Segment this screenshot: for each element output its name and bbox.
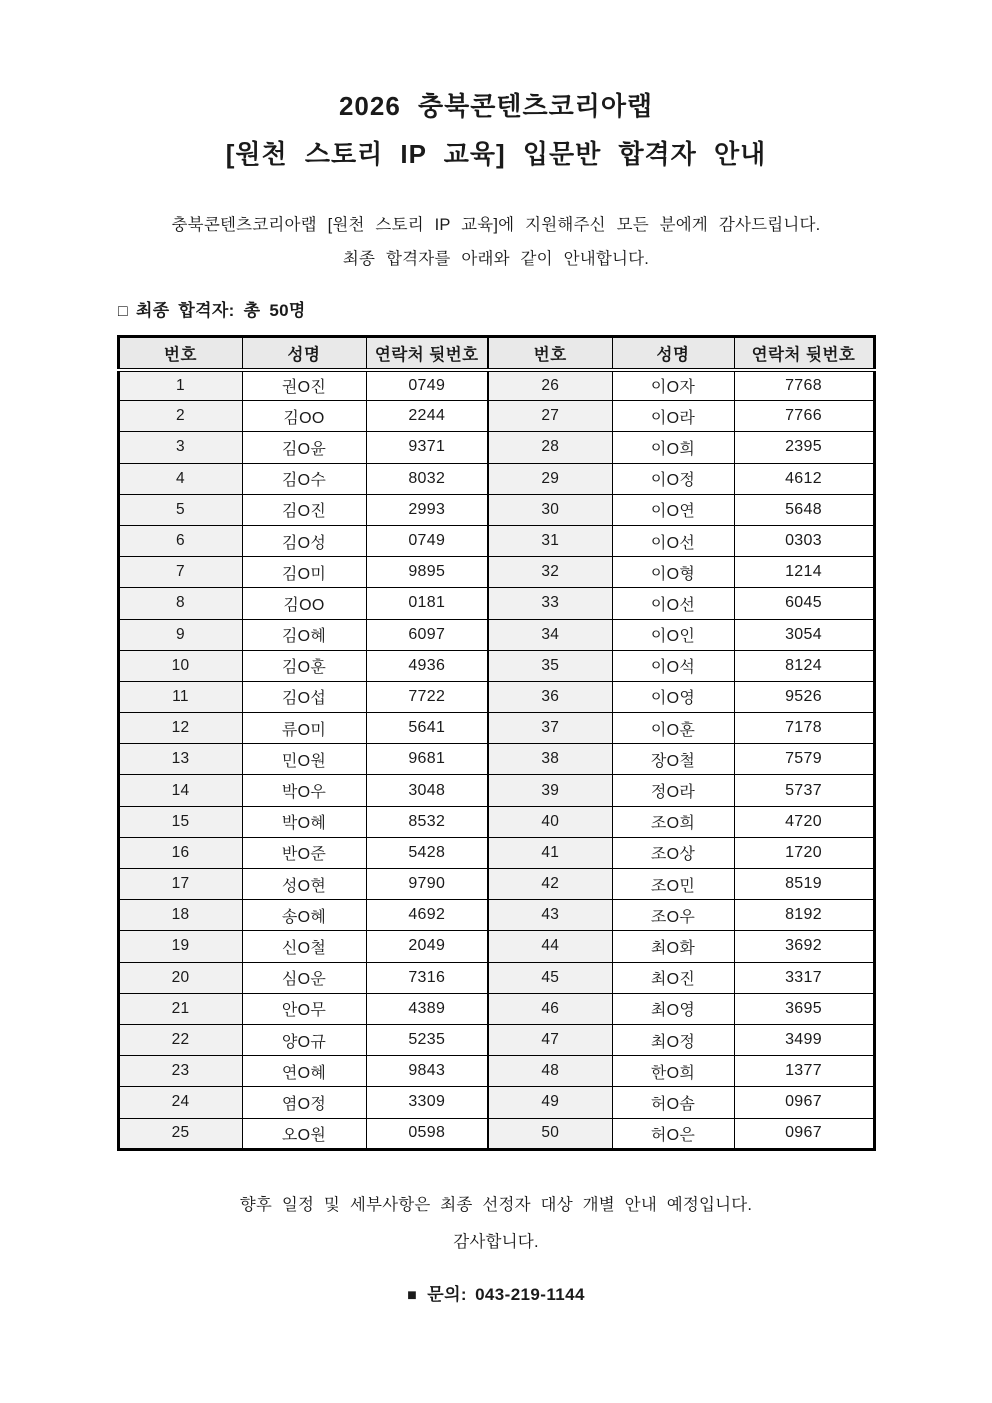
phone-last4-cell: 0303 xyxy=(734,525,874,556)
row-number-cell: 6 xyxy=(118,525,242,556)
col-header-number-right: 번호 xyxy=(488,337,612,370)
contact-bullet-icon: ■ xyxy=(407,1286,418,1304)
name-cell: 이O연 xyxy=(612,494,734,525)
phone-last4-cell: 5737 xyxy=(734,775,874,806)
phone-last4-cell: 9681 xyxy=(366,744,488,775)
phone-last4-cell: 0749 xyxy=(366,525,488,556)
row-number-cell: 14 xyxy=(118,775,242,806)
row-number-cell: 20 xyxy=(118,962,242,993)
name-cell: 반O준 xyxy=(242,837,366,868)
row-number-cell: 18 xyxy=(118,900,242,931)
name-cell: 최O영 xyxy=(612,993,734,1024)
phone-last4-cell: 7316 xyxy=(366,962,488,993)
section-label xyxy=(118,300,992,322)
table-row xyxy=(118,900,874,931)
table-row xyxy=(118,619,874,650)
phone-last4-cell: 7579 xyxy=(734,744,874,775)
table-row xyxy=(118,1087,874,1118)
intro-line1: 충북콘텐츠코리아랩 [원천 스토리 IP 교육]에 지원해주신 모든 분에게 감사드립니다. xyxy=(171,216,821,234)
name-cell: 이O선 xyxy=(612,525,734,556)
phone-last4-cell: 5641 xyxy=(366,713,488,744)
name-cell: 이O인 xyxy=(612,619,734,650)
name-cell: 허O솜 xyxy=(612,1087,734,1118)
name-cell: 송O혜 xyxy=(242,900,366,931)
phone-last4-cell: 4612 xyxy=(734,463,874,494)
phone-last4-cell: 1720 xyxy=(734,837,874,868)
name-cell: 한O희 xyxy=(612,1056,734,1087)
footer-line1: 향후 일정 및 세부사항은 최종 선정자 대상 개별 안내 예정입니다. xyxy=(239,1195,753,1214)
row-number-cell: 42 xyxy=(488,869,612,900)
name-cell: 이O선 xyxy=(612,588,734,619)
col-header-phone-left: 연락처 뒷번호 xyxy=(366,337,488,370)
name-cell: 심O운 xyxy=(242,962,366,993)
name-cell: 김O성 xyxy=(242,525,366,556)
table-row xyxy=(118,1024,874,1055)
phone-last4-cell: 3054 xyxy=(734,619,874,650)
phone-last4-cell: 9843 xyxy=(366,1056,488,1087)
phone-last4-cell: 2244 xyxy=(366,401,488,432)
phone-last4-cell: 3309 xyxy=(366,1087,488,1118)
row-number-cell: 34 xyxy=(488,619,612,650)
name-cell: 장O철 xyxy=(612,744,734,775)
phone-last4-cell: 7768 xyxy=(734,370,874,401)
phone-last4-cell: 8192 xyxy=(734,900,874,931)
table-row xyxy=(118,463,874,494)
page-title-line2: [원천 스토리 IP 교육] 입문반 합격자 안내 xyxy=(225,139,767,169)
row-number-cell: 36 xyxy=(488,681,612,712)
row-number-cell: 35 xyxy=(488,650,612,681)
row-number-cell: 11 xyxy=(118,681,242,712)
page-title xyxy=(0,82,992,178)
row-number-cell: 24 xyxy=(118,1087,242,1118)
row-number-cell: 44 xyxy=(488,931,612,962)
name-cell: 이O석 xyxy=(612,650,734,681)
row-number-cell: 45 xyxy=(488,962,612,993)
final-pass-table xyxy=(117,335,876,1151)
table-row xyxy=(118,525,874,556)
name-cell: 최O정 xyxy=(612,1024,734,1055)
table-row xyxy=(118,713,874,744)
page-title-line1: 2026 충북콘텐츠코리아랩 xyxy=(338,91,654,121)
row-number-cell: 50 xyxy=(488,1118,612,1149)
row-number-cell: 17 xyxy=(118,869,242,900)
row-number-cell: 37 xyxy=(488,713,612,744)
table-row xyxy=(118,681,874,712)
phone-last4-cell: 8032 xyxy=(366,463,488,494)
name-cell: 성O현 xyxy=(242,869,366,900)
row-number-cell: 43 xyxy=(488,900,612,931)
phone-last4-cell: 1377 xyxy=(734,1056,874,1087)
row-number-cell: 39 xyxy=(488,775,612,806)
row-number-cell: 26 xyxy=(488,370,612,401)
row-number-cell: 27 xyxy=(488,401,612,432)
row-number-cell: 15 xyxy=(118,806,242,837)
row-number-cell: 3 xyxy=(118,432,242,463)
col-header-phone-right: 연락처 뒷번호 xyxy=(734,337,874,370)
row-number-cell: 2 xyxy=(118,401,242,432)
row-number-cell: 19 xyxy=(118,931,242,962)
name-cell: 이O희 xyxy=(612,432,734,463)
row-number-cell: 7 xyxy=(118,557,242,588)
phone-last4-cell: 4720 xyxy=(734,806,874,837)
phone-last4-cell: 5648 xyxy=(734,494,874,525)
table-row xyxy=(118,557,874,588)
row-number-cell: 12 xyxy=(118,713,242,744)
phone-last4-cell: 8124 xyxy=(734,650,874,681)
row-number-cell: 41 xyxy=(488,837,612,868)
row-number-cell: 40 xyxy=(488,806,612,837)
row-number-cell: 16 xyxy=(118,837,242,868)
name-cell: 이O훈 xyxy=(612,713,734,744)
phone-last4-cell: 5235 xyxy=(366,1024,488,1055)
phone-last4-cell: 8532 xyxy=(366,806,488,837)
name-cell: 김OO xyxy=(242,401,366,432)
name-cell: 김O섭 xyxy=(242,681,366,712)
row-number-cell: 23 xyxy=(118,1056,242,1087)
name-cell: 박O우 xyxy=(242,775,366,806)
name-cell: 이O자 xyxy=(612,370,734,401)
phone-last4-cell: 0598 xyxy=(366,1118,488,1149)
row-number-cell: 22 xyxy=(118,1024,242,1055)
name-cell: 김O훈 xyxy=(242,650,366,681)
name-cell: 정O라 xyxy=(612,775,734,806)
row-number-cell: 28 xyxy=(488,432,612,463)
name-cell: 민O원 xyxy=(242,744,366,775)
name-cell: 박O혜 xyxy=(242,806,366,837)
phone-last4-cell: 6097 xyxy=(366,619,488,650)
table-row xyxy=(118,931,874,962)
row-number-cell: 13 xyxy=(118,744,242,775)
phone-last4-cell: 9371 xyxy=(366,432,488,463)
table-row xyxy=(118,1118,874,1149)
table-row xyxy=(118,401,874,432)
table-row xyxy=(118,806,874,837)
row-number-cell: 32 xyxy=(488,557,612,588)
table-header-row xyxy=(118,337,874,370)
phone-last4-cell: 7722 xyxy=(366,681,488,712)
phone-last4-cell: 4389 xyxy=(366,993,488,1024)
name-cell: 최O화 xyxy=(612,931,734,962)
row-number-cell: 33 xyxy=(488,588,612,619)
name-cell: 류O미 xyxy=(242,713,366,744)
col-header-name-left: 성명 xyxy=(242,337,366,370)
row-number-cell: 21 xyxy=(118,993,242,1024)
row-number-cell: 46 xyxy=(488,993,612,1024)
row-number-cell: 49 xyxy=(488,1087,612,1118)
table-row xyxy=(118,370,874,401)
table-row xyxy=(118,775,874,806)
name-cell: 최O진 xyxy=(612,962,734,993)
name-cell: 오O원 xyxy=(242,1118,366,1149)
name-cell: 김O진 xyxy=(242,494,366,525)
table-row xyxy=(118,1056,874,1087)
table-row xyxy=(118,744,874,775)
row-number-cell: 48 xyxy=(488,1056,612,1087)
phone-last4-cell: 9895 xyxy=(366,557,488,588)
name-cell: 조O희 xyxy=(612,806,734,837)
phone-last4-cell: 0967 xyxy=(734,1118,874,1149)
phone-last4-cell: 6045 xyxy=(734,588,874,619)
name-cell: 이O영 xyxy=(612,681,734,712)
name-cell: 연O혜 xyxy=(242,1056,366,1087)
table-row xyxy=(118,494,874,525)
table-row xyxy=(118,869,874,900)
phone-last4-cell: 3499 xyxy=(734,1024,874,1055)
table-row xyxy=(118,993,874,1024)
row-number-cell: 9 xyxy=(118,619,242,650)
name-cell: 김O미 xyxy=(242,557,366,588)
name-cell: 이O라 xyxy=(612,401,734,432)
name-cell: 권O진 xyxy=(242,370,366,401)
phone-last4-cell: 3692 xyxy=(734,931,874,962)
phone-last4-cell: 4692 xyxy=(366,900,488,931)
name-cell: 김O혜 xyxy=(242,619,366,650)
name-cell: 조O우 xyxy=(612,900,734,931)
phone-last4-cell: 3317 xyxy=(734,962,874,993)
section-bullet-icon: □ xyxy=(118,303,128,320)
phone-last4-cell: 5428 xyxy=(366,837,488,868)
col-header-name-right: 성명 xyxy=(612,337,734,370)
name-cell: 신O철 xyxy=(242,931,366,962)
name-cell: 조O민 xyxy=(612,869,734,900)
footer-line2: 감사합니다. xyxy=(453,1232,539,1251)
name-cell: 안O무 xyxy=(242,993,366,1024)
row-number-cell: 47 xyxy=(488,1024,612,1055)
phone-last4-cell: 7766 xyxy=(734,401,874,432)
table-row xyxy=(118,650,874,681)
phone-last4-cell: 4936 xyxy=(366,650,488,681)
row-number-cell: 25 xyxy=(118,1118,242,1149)
row-number-cell: 10 xyxy=(118,650,242,681)
phone-last4-cell: 3695 xyxy=(734,993,874,1024)
row-number-cell: 38 xyxy=(488,744,612,775)
phone-last4-cell: 2049 xyxy=(366,931,488,962)
col-header-number-left: 번호 xyxy=(118,337,242,370)
intro-paragraph xyxy=(0,208,992,276)
phone-last4-cell: 9790 xyxy=(366,869,488,900)
contact-text: 문의: 043-219-1144 xyxy=(427,1284,585,1304)
phone-last4-cell: 2993 xyxy=(366,494,488,525)
table-row xyxy=(118,837,874,868)
row-number-cell: 8 xyxy=(118,588,242,619)
row-number-cell: 31 xyxy=(488,525,612,556)
name-cell: 조O상 xyxy=(612,837,734,868)
phone-last4-cell: 0181 xyxy=(366,588,488,619)
table-row xyxy=(118,432,874,463)
name-cell: 김O윤 xyxy=(242,432,366,463)
phone-last4-cell: 9526 xyxy=(734,681,874,712)
name-cell: 이O형 xyxy=(612,557,734,588)
name-cell: 양O규 xyxy=(242,1024,366,1055)
row-number-cell: 30 xyxy=(488,494,612,525)
row-number-cell: 5 xyxy=(118,494,242,525)
name-cell: 염O정 xyxy=(242,1087,366,1118)
phone-last4-cell: 0967 xyxy=(734,1087,874,1118)
section-label-text: 최종 합격자: 총 50명 xyxy=(135,301,306,320)
table-row xyxy=(118,588,874,619)
name-cell: 김OO xyxy=(242,588,366,619)
phone-last4-cell: 7178 xyxy=(734,713,874,744)
phone-last4-cell: 1214 xyxy=(734,557,874,588)
name-cell: 이O정 xyxy=(612,463,734,494)
phone-last4-cell: 3048 xyxy=(366,775,488,806)
row-number-cell: 1 xyxy=(118,370,242,401)
intro-line2: 최종 합격자를 아래와 같이 안내합니다. xyxy=(342,250,650,268)
phone-last4-cell: 8519 xyxy=(734,869,874,900)
footer-note xyxy=(0,1187,992,1261)
contact-line xyxy=(0,1278,992,1313)
row-number-cell: 29 xyxy=(488,463,612,494)
row-number-cell: 4 xyxy=(118,463,242,494)
results-table-body xyxy=(118,370,874,1150)
name-cell: 김O수 xyxy=(242,463,366,494)
name-cell: 허O은 xyxy=(612,1118,734,1149)
phone-last4-cell: 0749 xyxy=(366,370,488,401)
table-row xyxy=(118,962,874,993)
phone-last4-cell: 2395 xyxy=(734,432,874,463)
